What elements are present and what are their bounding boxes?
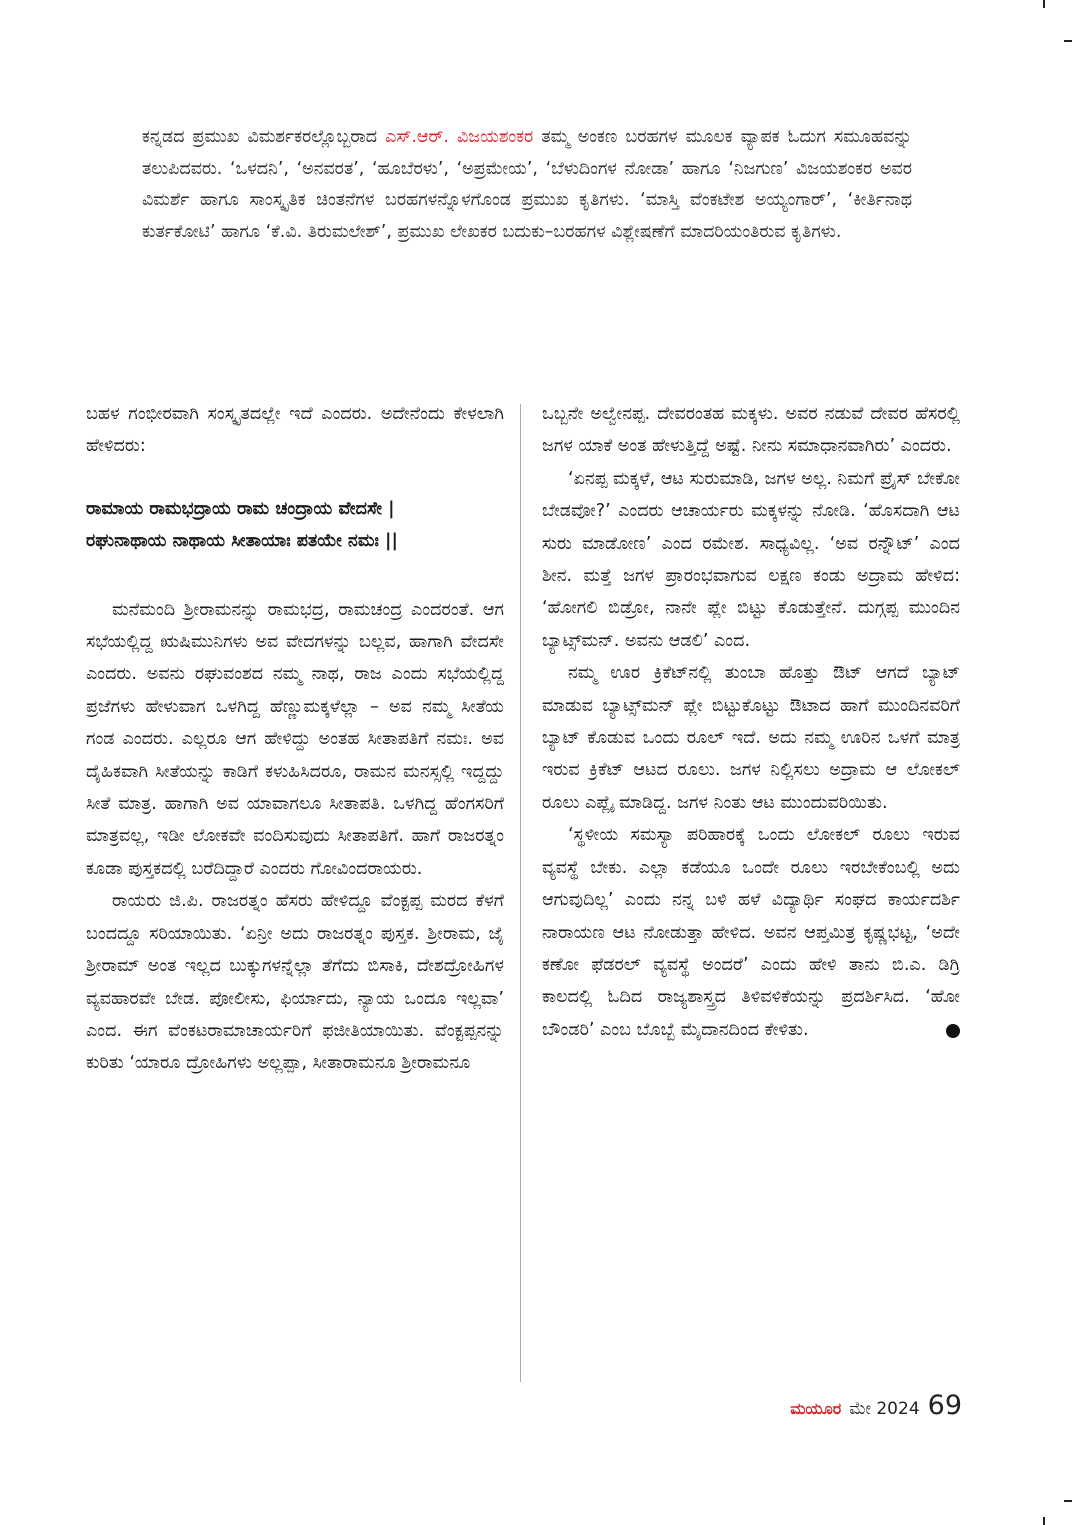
crop-mark-right-upper [1064, 40, 1072, 42]
magazine-logo: ಮಯೂರ [790, 1399, 842, 1418]
author-bio [142, 122, 912, 248]
bio-text-before: ಕನ್ನಡದ ಪ್ರಮುಖ ವಿಮರ್ಶಕರಲ್ಲೊಬ್ಬರಾದ [142, 127, 386, 147]
right-paragraph-3: ನಮ್ಮ ಊರ ಕ್ರಿಕೆಟ್‌ನಲ್ಲಿ ತುಂಬಾ ಹೊತ್ತು ಔಟ್ ಆಗದೆ ಬ್ಯಾಟ್ ಮಾಡುವ ಬ್ಯಾಟ್ಸ್‌ಮನ್ ಪ್ಲೇ ಬಿಟ್ಟುಕೊಟ್ಟು ಔಟಾದ ಹಾಗೆ ಮುಂದಿನವರಿಗೆ ಬ್ಯಾಟ್ ಕೊಡುವ ಒಂದು ರೂಲ್ ಇದೆ. ಅದು ನಮ್ಮ ಊರಿನ ಒಳಗೆ ಮಾತ್ರ ಇರುವ ಕ್ರಿಕೆಟ್ ಆಟದ ರೂಲು. ಜಗಳ ನಿಲ್ಲಿಸಲು ಅದ್ರಾಮ ಆ ಲೋಕಲ್ ರೂಲು ಎಪ್ಲೈ ಮಾಡಿದ್ದ. ಜಗಳ ನಿಂತು ಆಟ ಮುಂದುವರಿಯಿತು. [542, 663, 960, 813]
author-name: ಎಸ್.ಆರ್. ವಿಜಯಶಂಕರ [385, 127, 534, 147]
issue-date: ಮೇ 2024 [849, 1399, 920, 1419]
crop-mark-top-right [1043, 0, 1045, 8]
left-paragraph-3: ರಾಯರು ಜಿ.ಪಿ. ರಾಜರತ್ನಂ ಹೆಸರು ಹೇಳಿದ್ದೂ ವೆಂಕ್ಟಪ್ಪ ಮರದ ಕೆಳಗೆ ಬಂದದ್ದೂ ಸರಿಯಾಯಿತು. ‘ಏನ್ರೀ ಅದು ರಾಜರತ್ನಂ ಪುಸ್ತಕ. ಶ್ರೀರಾಮ, ಜೈ ಶ್ರೀರಾಮ್ ಅಂತ ಇಲ್ಲದ ಬುಕ್ಕುಗಳನ್ನೆಲ್ಲಾ ತೆಗೆದು ಬಿಸಾಕಿ, ದೇಶದ್ರೋಹಿಗಳ ವ್ಯವಹಾರವೇ ಬೇಡ. ಪೋಲೀಸು, ಫಿರ್ಯಾದು, ನ್ಯಾಯ ಒಂದೂ ಇಲ್ಲವಾ’ ಎಂದ. ಈಗ ವೆಂಕಟರಾಮಾಚಾರ್ಯರಿಗೆ ಫಜೀತಿಯಾಯಿತು. ವೆಂಕ್ಟಪ್ಪನನ್ನು ಕುರಿತು ‘ಯಾರೂ ದ್ರೋಹಿಗಳು ಅಲ್ಲಪ್ಪಾ, ಸೀತಾರಾಮನೂ ಶ್ರೀರಾಮನೂ [86, 891, 504, 1074]
right-paragraph-1: ಒಬ್ಬನೇ ಅಲ್ವೇನಪ್ಪ. ದೇವರಂತಹ ಮಕ್ಕಳು. ಅವರ ನಡುವೆ ದೇವರ ಹೆಸರಲ್ಲಿ ಜಗಳ ಯಾಕೆ ಅಂತ ಹೇಳುತ್ತಿದ್ದೆ ಅಷ್ಟೆ. ನೀನು ಸಮಾಧಾನವಾಗಿರು’ ಎಂದರು. [542, 404, 960, 457]
column-divider [520, 404, 521, 1382]
right-paragraph-4 [542, 819, 960, 1046]
right-paragraph-2: ‘ಏನಪ್ಪ ಮಕ್ಕಳೆ, ಆಟ ಸುರುಮಾಡಿ, ಜಗಳ ಅಲ್ಲ. ನಿಮಗೆ ಪ್ರೈಸ್ ಬೇಕೋ ಬೇಡವೋ?’ ಎಂದರು ಆಚಾರ್ಯರು ಮಕ್ಕಳನ್ನು ನೋಡಿ. ‘ಹೊಸದಾಗಿ ಆಟ ಸುರು ಮಾಡೋಣ’ ಎಂದ ರಮೇಶ. ಸಾಧ್ಯವಿಲ್ಲ. ‘ಅವ ರನ್ನೌಟ್’ ಎಂದ ಶೀನ. ಮತ್ತೆ ಜಗಳ ಪ್ರಾರಂಭವಾಗುವ ಲಕ್ಷಣ ಕಂಡು ಅದ್ರಾಮ ಹೇಳಿದ: ‘ಹೋಗಲಿ ಬಿಡ್ರೋ, ನಾನೇ ಪ್ಲೇ ಬಿಟ್ಟು ಕೊಡುತ್ತೇನೆ. ದುಗ್ಗಪ್ಪ ಮುಂದಿನ ಬ್ಯಾಟ್ಸ್‌ಮನ್. ಅವನು ಆಡಲಿ’ ಎಂದ. [542, 468, 960, 651]
end-of-article-bullet-icon [946, 1024, 960, 1038]
left-paragraph-2: ಮನೆಮಂದಿ ಶ್ರೀರಾಮನನ್ನು ರಾಮಭದ್ರ, ರಾಮಚಂದ್ರ ಎಂದರಂತೆ. ಆಗ ಸಭೆಯಲ್ಲಿದ್ದ ಋಷಿಮುನಿಗಳು ಅವ ವೇದಗಳನ್ನು ಬಲ್ಲವ, ಹಾಗಾಗಿ ವೇದಸೇ ಎಂದರು. ಅವನು ರಘುವಂಶದ ನಮ್ಮ ನಾಥ, ರಾಜ ಎಂದು ಸಭೆಯಲ್ಲಿದ್ದ ಪ್ರಜೆಗಳು ಹೇಳುವಾಗ ಒಳಗಿದ್ದ ಹೆಣ್ಣುಮಕ್ಕಳೆಲ್ಲಾ – ಅವ ನಮ್ಮ ಸೀತೆಯ ಗಂಡ ಎಂದರು. ಎಲ್ಲರೂ ಆಗ ಹೇಳಿದ್ದು ಅಂತಹ ಸೀತಾಪತಿಗೆ ನಮಃ. ಅವ ದೈಹಿಕವಾಗಿ ಸೀತೆಯನ್ನು ಕಾಡಿಗೆ ಕಳುಹಿಸಿದರೂ, ರಾಮನ ಮನಸ್ಸಲ್ಲಿ ಇದ್ದದ್ದು ಸೀತೆ ಮಾತ್ರ. ಹಾಗಾಗಿ ಅವ ಯಾವಾಗಲೂ ಸೀತಾಪತಿ. ಒಳಗಿದ್ದ ಹೆಂಗಸರಿಗೆ ಮಾತ್ರವಲ್ಲ, ಇಡೀ ಲೋಕವೇ ವಂದಿಸುವುದು ಸೀತಾಪತಿಗೆ. ಹಾಗೆ ರಾಜರತ್ನಂ ಕೂಡಾ ಪುಸ್ತಕದಲ್ಲಿ ಬರೆದಿದ್ದಾರೆ ಎಂದರು ಗೋವಿಂದರಾಯರು. [86, 599, 504, 879]
bio-text-after: ತಮ್ಮ ಅಂಕಣ ಬರಹಗಳ ಮೂಲಕ ವ್ಯಾಪಕ ಓದುಗ ಸಮೂಹವನ್ನು ತಲುಪಿದವರು. ‘ಒಳದನಿ’, ‘ಅನವರತ’, ‘ಹೂಬೆರಳು’, ‘ಅಪ್ರಮೇಯ’, ‘ಬೆಳುದಿಂಗಳ ನೋಡಾ’ ಹಾಗೂ ‘ನಿಜಗುಣ’ ವಿಜಯಶಂಕರ ಅವರ ವಿಮರ್ಶೆ ಹಾಗೂ ಸಾಂಸ್ಕೃತಿಕ ಚಿಂತನೆಗಳ ಬರಹಗಳನ್ನೊಳಗೊಂಡ ಪ್ರಮುಖ ಕೃತಿಗಳು. ‘ಮಾಸ್ತಿ ವೆಂಕಟೇಶ ಅಯ್ಯಂಗಾರ್’, ‘ಕೀರ್ತಿನಾಥ ಕುರ್ತಕೋಟಿ’ ಹಾಗೂ ‘ಕೆ.ವಿ. ತಿರುಮಲೇಶ್’, ಪ್ರಮುಖ ಲೇಖಕರ ಬದುಕು–ಬರಹಗಳ ವಿಶ್ಲೇಷಣೆಗೆ ಮಾದರಿಯಂತಿರುವ ಕೃತಿಗಳು. [142, 127, 912, 242]
crop-mark-bottom-right [1043, 1517, 1045, 1525]
left-paragraph-1: ಬಹಳ ಗಂಭೀರವಾಗಿ ಸಂಸ್ಕೃತದಲ್ಲೇ ಇದೆ ಎಂದರು. ಅದೇನೆಂದು ಕೇಳಲಾಗಿ ಹೇಳಿದರು: [86, 404, 504, 457]
page-footer [790, 1390, 962, 1430]
right-column [542, 398, 960, 1046]
verse-line-1: ರಾಮಾಯ ರಾಮಭದ್ರಾಯ ರಾಮ ಚಂದ್ರಾಯ ವೇದಸೇ | [86, 498, 395, 519]
crop-mark-right-lower [1064, 1500, 1072, 1502]
page-number: 69 [927, 1390, 962, 1421]
verse-line-2: ರಘುನಾಥಾಯ ನಾಥಾಯ ಸೀತಾಯಾಃ ಪತಯೇ ನಮಃ || [86, 531, 398, 552]
right-paragraph-4-text: ‘ಸ್ಥಳೀಯ ಸಮಸ್ಯಾ ಪರಿಹಾರಕ್ಕೆ ಒಂದು ಲೋಕಲ್ ರೂಲು ಇರುವ ವ್ಯವಸ್ಥೆ ಬೇಕು. ಎಲ್ಲಾ ಕಡೆಯೂ ಒಂದೇ ರೂಲು ಇರಬೇಕೆಂಬಲ್ಲಿ ಅದು ಆಗುವುದಿಲ್ಲ’ ಎಂದು ನನ್ನ ಬಳಿ ಹಳೆ ವಿದ್ಯಾರ್ಥಿ ಸಂಘದ ಕಾರ್ಯದರ್ಶಿ ನಾರಾಯಣ ಆಟ ನೋಡುತ್ತಾ ಹೇಳಿದ. ಅವನ ಆಪ್ತಮಿತ್ರ ಕೃಷ್ಣಭಟ್ಟ, ‘ಅದೇ ಕಣೋ ಫೆಡರಲ್ ವ್ಯವಸ್ಥೆ ಅಂದರೆ’ ಎಂದು ಹೇಳಿ ತಾನು ಬಿ.ಎ. ಡಿಗ್ರಿ ಕಾಲದಲ್ಲಿ ಓದಿದ ರಾಜ್ಯಶಾಸ್ತ್ರದ ತಿಳಿವಳಿಕೆಯನ್ನು ಪ್ರದರ್ಶಿಸಿದ. ‘ಹೋ ಬೌಂಡರಿ’ ಎಂಬ ಬೊಬ್ಬೆ ಮೈದಾನದಿಂದ ಕೇಳಿತು. [542, 825, 960, 1040]
left-column [86, 398, 504, 1080]
